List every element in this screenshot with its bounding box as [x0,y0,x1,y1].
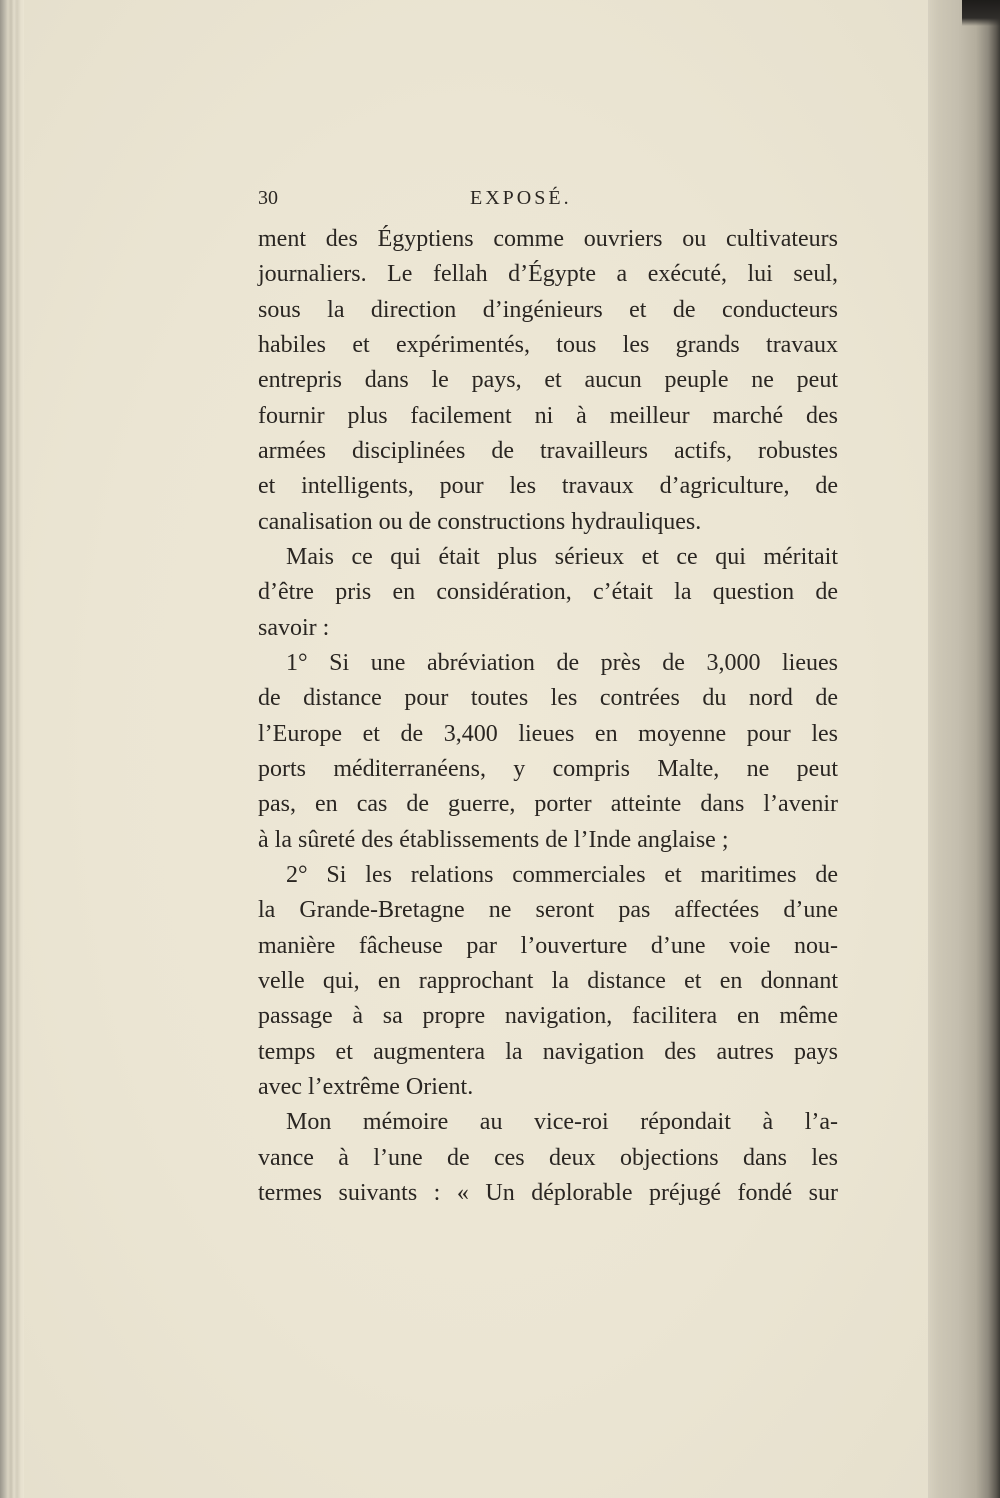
scan-background-corner [962,0,1000,26]
text-line: armées disciplinées de travailleurs actifs, robustes [258,437,838,464]
text-block [258,222,838,1211]
text-line: ports méditerranéens, y compris Malte, ne peut [258,755,838,782]
paragraph [258,646,838,858]
text-line: de distance pour toutes les contrées du nord de [258,685,838,712]
text-line: savoir : [258,614,330,641]
next-page-edge [928,0,1000,1498]
text-line: et intelligents, pour les travaux d’agriculture, de [258,473,838,500]
running-title: EXPOSÉ. [470,187,572,209]
text-line: journaliers. Le fellah d’Égypte a exécuté, lui seul, [258,261,838,288]
text-line: Mon mémoire au vice-roi répondait à l’a- [286,1109,838,1136]
text-line: canalisation ou de constructions hydrauliques. [258,508,702,535]
text-line: la Grande-Bretagne ne seront pas affectées d’une [258,897,838,924]
text-line: à la sûreté des établissements de l’Inde anglaise ; [258,826,729,853]
text-line: vance à l’une de ces deux objections dans les [258,1144,838,1171]
text-line: l’Europe et de 3,400 lieues en moyenne pour les [258,720,838,747]
paragraph [258,540,838,646]
text-line: velle qui, en rapprochant la distance et en donnant [258,967,838,994]
text-line: d’être pris en considération, c’était la question de [258,579,838,606]
paragraph [258,222,838,540]
text-line: 1° Si une abréviation de près de 3,000 lieues [286,649,838,676]
text-line: 2° Si les relations commerciales et maritimes de [286,861,838,888]
text-line: temps et augmentera la navigation des autres pays [258,1038,838,1065]
page-sheet [24,0,928,1498]
text-line: pas, en cas de guerre, porter atteinte dans l’avenir [258,791,838,818]
paragraph [258,1105,838,1211]
text-line: entrepris dans le pays, et aucun peuple ne peut [258,367,838,394]
running-head [258,184,838,212]
page-number: 30 [258,187,278,209]
paragraph [258,858,838,1105]
text-line: Mais ce qui était plus sérieux et ce qui méritait [286,543,838,570]
text-line: sous la direction d’ingénieurs et de conducteurs [258,296,838,323]
book-gutter [0,0,24,1498]
text-line: termes suivants : « Un déplorable préjugé fondé sur [258,1179,838,1206]
text-line: passage à sa propre navigation, facilitera en même [258,1003,838,1030]
text-line: fournir plus facilement ni à meilleur marché des [258,402,838,429]
text-line: habiles et expérimentés, tous les grands travaux [258,331,838,358]
text-line: avec l’extrême Orient. [258,1073,474,1100]
text-line: ment des Égyptiens comme ouvriers ou cultivateurs [258,226,838,252]
text-line: manière fâcheuse par l’ouverture d’une voie nou- [258,932,838,959]
